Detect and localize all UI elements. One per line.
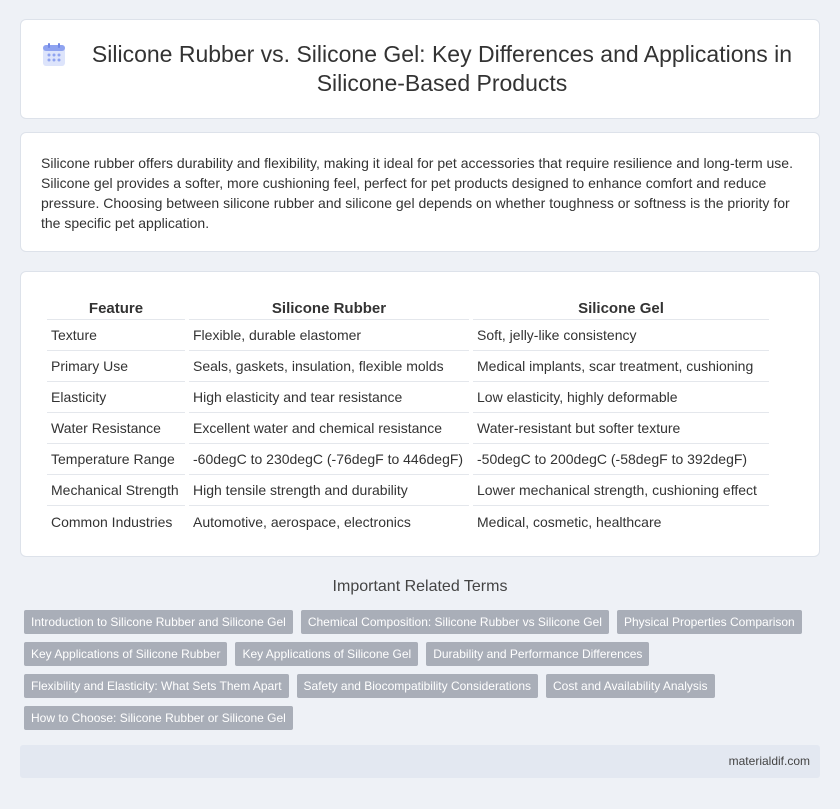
table-cell-feature: Mechanical Strength [47, 475, 185, 506]
calendar-grid-icon [41, 42, 67, 68]
header-card [20, 19, 820, 119]
table-row [47, 475, 769, 506]
table-cell-feature: Temperature Range [47, 444, 185, 475]
related-terms-title: Important Related Terms [332, 578, 508, 595]
table-cell-gel: Medical, cosmetic, healthcare [477, 513, 662, 530]
comparison-table [43, 296, 773, 537]
table-row [47, 506, 769, 537]
table-cell-feature: Common Industries [51, 513, 173, 530]
page-title: Silicone Rubber vs. Silicone Gel: Key Differences and Applications in Silicone-Based Products [91, 41, 793, 96]
table-cell-gel: -50degC to 200degC (-58degF to 392degF) [473, 444, 769, 475]
table-cell-gel: Low elasticity, highly deformable [473, 382, 769, 413]
table-cell-rubber: Automotive, aerospace, electronics [193, 513, 411, 530]
related-term-tag[interactable]: How to Choose: Silicone Rubber or Silicone Gel [24, 706, 293, 730]
table-row [47, 320, 769, 351]
table-cell-gel: Soft, jelly-like consistency [473, 320, 769, 351]
column-header-feature: Feature [47, 296, 185, 320]
table-header-row [47, 296, 769, 320]
table-row [47, 413, 769, 444]
table-cell-rubber: High tensile strength and durability [189, 475, 469, 506]
table-cell-feature: Elasticity [47, 382, 185, 413]
table-cell-gel: Medical implants, scar treatment, cushioning [473, 351, 769, 382]
related-terms-list [24, 610, 824, 730]
footer [20, 745, 820, 778]
related-term-tag[interactable]: Physical Properties Comparison [617, 610, 802, 634]
table-cell-rubber: Flexible, durable elastomer [189, 320, 469, 351]
related-term-tag[interactable]: Durability and Performance Differences [426, 642, 649, 666]
table-row [47, 382, 769, 413]
table-cell-feature: Primary Use [47, 351, 185, 382]
table-cell-gel: Lower mechanical strength, cushioning effect [473, 475, 769, 506]
related-term-tag[interactable]: Chemical Composition: Silicone Rubber vs Silicone Gel [301, 610, 609, 634]
related-term-tag[interactable]: Flexibility and Elasticity: What Sets Them Apart [24, 674, 289, 698]
related-term-tag[interactable]: Cost and Availability Analysis [546, 674, 715, 698]
intro-paragraph: Silicone rubber offers durability and flexibility, making it ideal for pet accessories that require resilience and long-term use. Silicone gel provides a softer, more cushioning feel, perfect for pet products designed to enhance comfort and reduce pressure. Choosing between silicone rubber and silicone gel depends on whether toughness or softness is the priority for the specific pet application. [41, 155, 793, 231]
related-term-tag[interactable]: Key Applications of Silicone Gel [235, 642, 418, 666]
related-term-tag[interactable]: Safety and Biocompatibility Considerations [297, 674, 538, 698]
footer-site-link[interactable]: materialdif.com [728, 754, 810, 768]
column-header-silicone-rubber: Silicone Rubber [189, 296, 469, 320]
table-cell-rubber: High elasticity and tear resistance [189, 382, 469, 413]
related-term-tag[interactable]: Key Applications of Silicone Rubber [24, 642, 227, 666]
column-header-silicone-gel: Silicone Gel [473, 296, 769, 320]
table-cell-gel: Water-resistant but softer texture [473, 413, 769, 444]
table-row [47, 351, 769, 382]
table-row [47, 444, 769, 475]
comparison-table-card [20, 271, 820, 557]
table-cell-rubber: -60degC to 230degC (-76degF to 446degF) [189, 444, 469, 475]
table-cell-rubber: Excellent water and chemical resistance [189, 413, 469, 444]
table-cell-rubber: Seals, gaskets, insulation, flexible molds [189, 351, 469, 382]
intro-card [20, 132, 820, 252]
table-cell-feature: Texture [47, 320, 185, 351]
table-cell-feature: Water Resistance [47, 413, 185, 444]
related-term-tag[interactable]: Introduction to Silicone Rubber and Silicone Gel [24, 610, 293, 634]
